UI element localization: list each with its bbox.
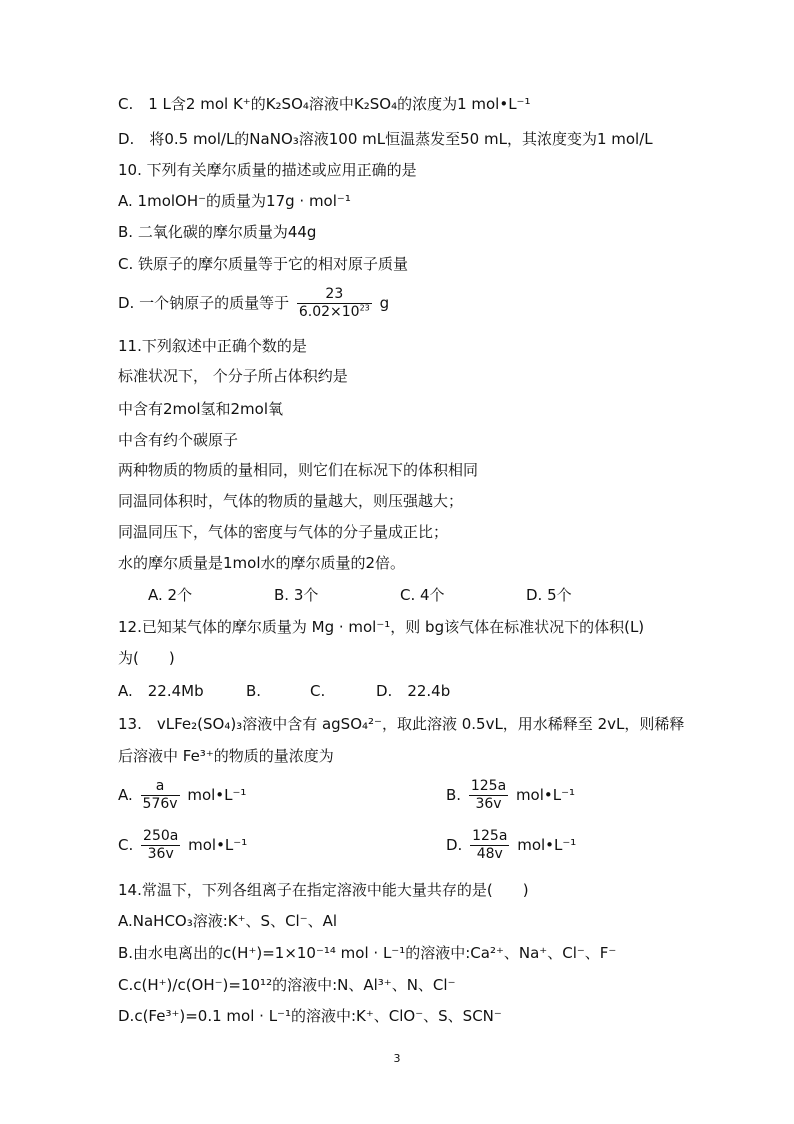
- question-13-cont: 后溶液中 Fe³⁺的物质的量浓度为: [118, 747, 334, 765]
- fraction-numerator: 23: [325, 286, 344, 302]
- fraction-numerator: a: [155, 778, 165, 794]
- option-13b-fraction: [469, 778, 508, 813]
- option-13d: [446, 828, 576, 863]
- fraction-numerator: 125a: [470, 778, 507, 794]
- option-12a: A. 22.4Mb: [118, 682, 204, 700]
- option-11a: A. 2个: [148, 586, 193, 604]
- option-13c-unit: mol•L⁻¹: [188, 836, 248, 854]
- option-14c: C.c(H⁺)/c(OH⁻)=10¹²的溶液中:N、Al³⁺、N、Cl⁻: [118, 976, 456, 994]
- denominator-base: 6.02×10: [298, 304, 360, 320]
- option-14b: B.由水电离出的c(H⁺)=1×10⁻¹⁴ mol · L⁻¹的溶液中:Ca²⁺、Na⁺、Cl⁻、F⁻: [118, 944, 617, 962]
- option-14a: A.NaHCO₃溶液:K⁺、S、Cl⁻、Al: [118, 912, 338, 930]
- option-13a-fraction: [141, 778, 180, 813]
- option-13b-unit: mol•L⁻¹: [515, 786, 576, 804]
- question-12: 12.已知某气体的摩尔质量为 Mg · mol⁻¹，则 bg该气体在标准状况下的体积(L): [118, 618, 645, 636]
- option-13c: [118, 828, 247, 863]
- statement-11-7: 水的摩尔质量是1mol水的摩尔质量的2倍。: [118, 554, 406, 572]
- option-13b: [446, 778, 575, 813]
- option-13b-label: B.: [446, 786, 462, 804]
- option-10d-fraction: [297, 286, 372, 321]
- line-9d: D. 将0.5 mol/L的NaNO₃溶液100 mL恒温蒸发至50 mL，其浓度变为1 mol/L: [118, 130, 653, 148]
- option-14d: D.c(Fe³⁺)=0.1 mol · L⁻¹的溶液中:K⁺、ClO⁻、S、SCN⁻: [118, 1007, 502, 1025]
- option-10d-unit: g: [379, 294, 390, 312]
- fraction-denominator: [297, 303, 372, 321]
- option-10c: C. 铁原子的摩尔质量等于它的相对原子质量: [118, 255, 409, 273]
- option-13a: [118, 778, 246, 813]
- fraction-denominator: 36v: [469, 795, 508, 813]
- question-12-cont: 为( ): [118, 649, 175, 667]
- question-13: 13. vLFe₂(SO₄)₃溶液中含有 agSO₄²⁻，取此溶液 0.5vL，用水稀释至 2vL，则稀释: [118, 715, 685, 733]
- option-11b: B. 3个: [274, 586, 319, 604]
- statement-11-5: 同温同体积时，气体的物质的量越大，则压强越大；: [118, 492, 464, 510]
- question-10: 10. 下列有关摩尔质量的描述或应用正确的是: [118, 161, 417, 179]
- statement-11-2: 中含有2mol氢和2mol氧: [118, 400, 284, 418]
- fraction-denominator: 36v: [141, 845, 180, 863]
- line-9c: C. 1 L含2 mol K⁺的K₂SO₄溶液中K₂SO₄的浓度为1 mol•L⁻¹: [118, 95, 531, 113]
- option-10a: A. 1molOH⁻的质量为17g · mol⁻¹: [118, 192, 351, 210]
- option-13d-unit: mol•L⁻¹: [517, 836, 577, 854]
- option-13c-fraction: [141, 828, 180, 863]
- question-14: 14.常温下，下列各组离子在指定溶液中能大量共存的是( ): [118, 881, 529, 899]
- statement-11-3: 中含有约个碳原子: [118, 431, 239, 449]
- option-11d: D. 5个: [526, 586, 572, 604]
- option-13c-label: C.: [118, 836, 134, 854]
- option-12d: D. 22.4b: [376, 682, 451, 700]
- option-12c: C.: [310, 682, 326, 700]
- option-10d: [118, 286, 389, 321]
- page-number: 3: [393, 1052, 401, 1065]
- option-13d-label: D.: [446, 836, 463, 854]
- option-10d-text: D. 一个钠原子的质量等于: [118, 294, 290, 312]
- option-12b: B.: [246, 682, 262, 700]
- option-13a-unit: mol•L⁻¹: [187, 786, 247, 804]
- fraction-denominator: 576v: [142, 796, 178, 812]
- statement-11-4: 两种物质的物质的量相同，则它们在标况下的体积相同: [118, 461, 479, 479]
- fraction-denominator: 48v: [470, 845, 509, 863]
- option-11c: C. 4个: [400, 586, 445, 604]
- fraction-numerator: 250a: [143, 828, 179, 844]
- option-13d-fraction: [470, 828, 509, 863]
- option-13a-label: A.: [118, 786, 133, 804]
- fraction-numerator: 125a: [472, 828, 508, 844]
- option-10b: B. 二氧化碳的摩尔质量为44g: [118, 223, 317, 241]
- statement-11-1: 标准状况下， 个分子所占体积约是: [118, 367, 348, 385]
- denominator-exponent: 23: [359, 303, 370, 313]
- question-11: 11.下列叙述中正确个数的是: [118, 337, 307, 355]
- statement-11-6: 同温同压下，气体的密度与气体的分子量成正比；: [118, 523, 449, 541]
